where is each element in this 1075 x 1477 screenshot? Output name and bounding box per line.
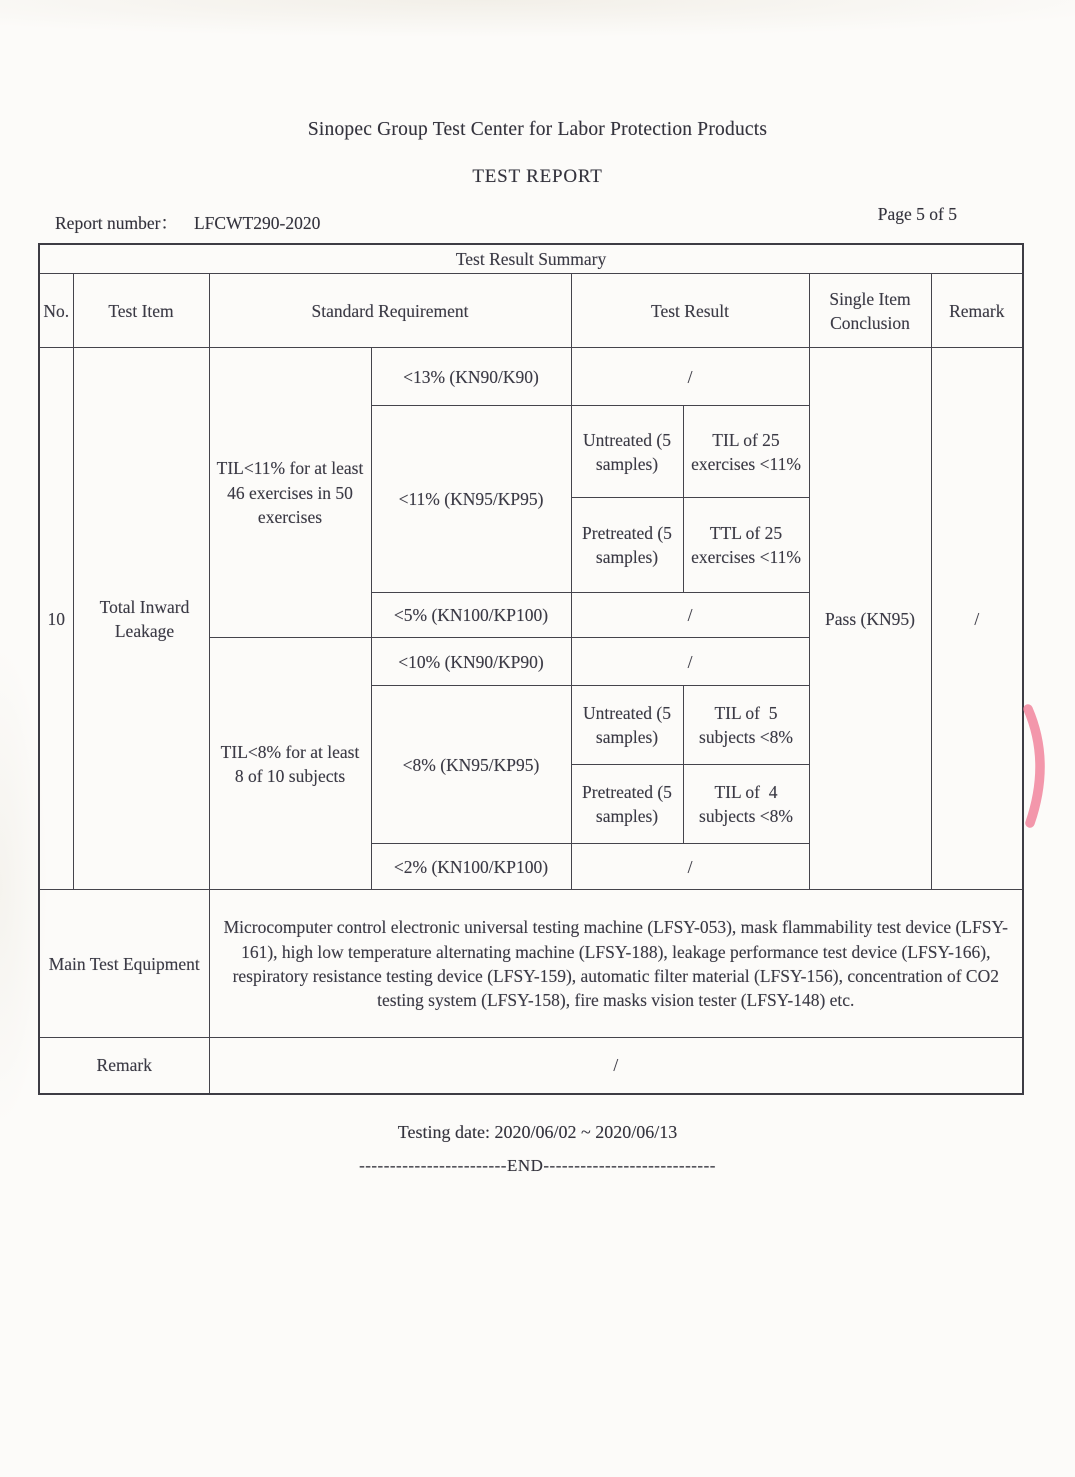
- cell-ttl25-exercises: TTL of 25 exercises <11%: [683, 498, 809, 593]
- cell-main-test-equipment-label: Main Test Equipment: [39, 890, 209, 1038]
- header-test-result: Test Result: [571, 274, 809, 348]
- cell-pretreated-5samples-2: Pretreated (5 samples): [571, 765, 683, 844]
- cell-pretreated-5samples: Pretreated (5 samples): [571, 498, 683, 593]
- cell-result-kn90-10: /: [571, 638, 809, 686]
- cell-til5-subjects: TIL of 5 subjects <8%: [683, 686, 809, 765]
- cell-til25-exercises: TIL of 25 exercises <11%: [683, 406, 809, 498]
- cell-untreated-5samples-2: Untreated (5 samples): [571, 686, 683, 765]
- cell-result-kn90-k90: /: [571, 348, 809, 406]
- cell-req-kn90-10: <10% (KN90/KP90): [371, 638, 571, 686]
- cell-remark-value: /: [209, 1038, 1023, 1094]
- table-caption-row: [39, 244, 1023, 274]
- header-single-item-conclusion: Single Item Conclusion: [809, 274, 931, 348]
- document-title: Sinopec Group Test Center for Labor Protection Products: [307, 119, 768, 140]
- header-standard-requirement: Standard Requirement: [209, 274, 571, 348]
- header-test-item: Test Item: [73, 274, 209, 348]
- cell-untreated-5samples: Untreated (5 samples): [571, 406, 683, 498]
- end-divider: ------------------------END----------------------------: [359, 1156, 716, 1175]
- cell-main-test-equipment-text: Microcomputer control electronic universal testing machine (LFSY-053), mask flammability test device (LFSY-161), high low temperature alternating machine (LFSY-188), leakage performance test device (LFSY-166), respiratory resistance testing device (LFSY-159), automatic filter material (LFSY-156), concentration of CO2 testing system (LFSY-158), fire masks vision tester (LFSY-148) etc.: [209, 890, 1023, 1038]
- row-kn90-k90: [39, 348, 1023, 406]
- document-subtitle: TEST REPORT: [472, 166, 603, 187]
- report-number-line: [55, 210, 320, 235]
- cell-test-item: Total Inward Leakage: [73, 348, 209, 890]
- cell-single-item-conclusion: Pass (KN95): [809, 348, 931, 890]
- cell-req-kn100-2: <2% (KN100/KP100): [371, 844, 571, 890]
- cell-result-kn100-2: /: [571, 844, 809, 890]
- cell-requirement-til11: TIL<11% for at least 46 exercises in 50 exercises: [209, 348, 371, 638]
- table-header-row: [39, 274, 1023, 348]
- cell-result-kn100-5: /: [571, 593, 809, 638]
- cell-req-kn95-8: <8% (KN95/KP95): [371, 686, 571, 844]
- report-number-value: LFCWT290-2020: [193, 213, 321, 233]
- cell-remark-label: Remark: [39, 1038, 209, 1094]
- report-number-label: Report number：: [55, 213, 178, 233]
- cell-remark-slash: /: [931, 348, 1023, 890]
- cell-requirement-til8: TIL<8% for at least 8 of 10 subjects: [209, 638, 371, 890]
- header-no: No.: [39, 274, 73, 348]
- test-result-summary-table: [38, 243, 1024, 1095]
- row-main-test-equipment: [39, 890, 1023, 1038]
- page-indicator: Page 5 of 5: [877, 204, 957, 224]
- header-remark: Remark: [931, 274, 1023, 348]
- cell-til4-subjects: TIL of 4 subjects <8%: [683, 765, 809, 844]
- table-caption: Test Result Summary: [39, 244, 1023, 274]
- cell-req-kn90-k90: <13% (KN90/K90): [371, 348, 571, 406]
- cell-req-kn100-5: <5% (KN100/KP100): [371, 593, 571, 638]
- testing-date: Testing date: 2020/06/02 ~ 2020/06/13: [397, 1122, 678, 1142]
- cell-no: 10: [39, 348, 73, 890]
- cell-req-kn95-11: <11% (KN95/KP95): [371, 406, 571, 593]
- red-pen-mark-path: [1028, 709, 1040, 823]
- red-pen-mark: [1019, 700, 1059, 832]
- row-remark: [39, 1038, 1023, 1094]
